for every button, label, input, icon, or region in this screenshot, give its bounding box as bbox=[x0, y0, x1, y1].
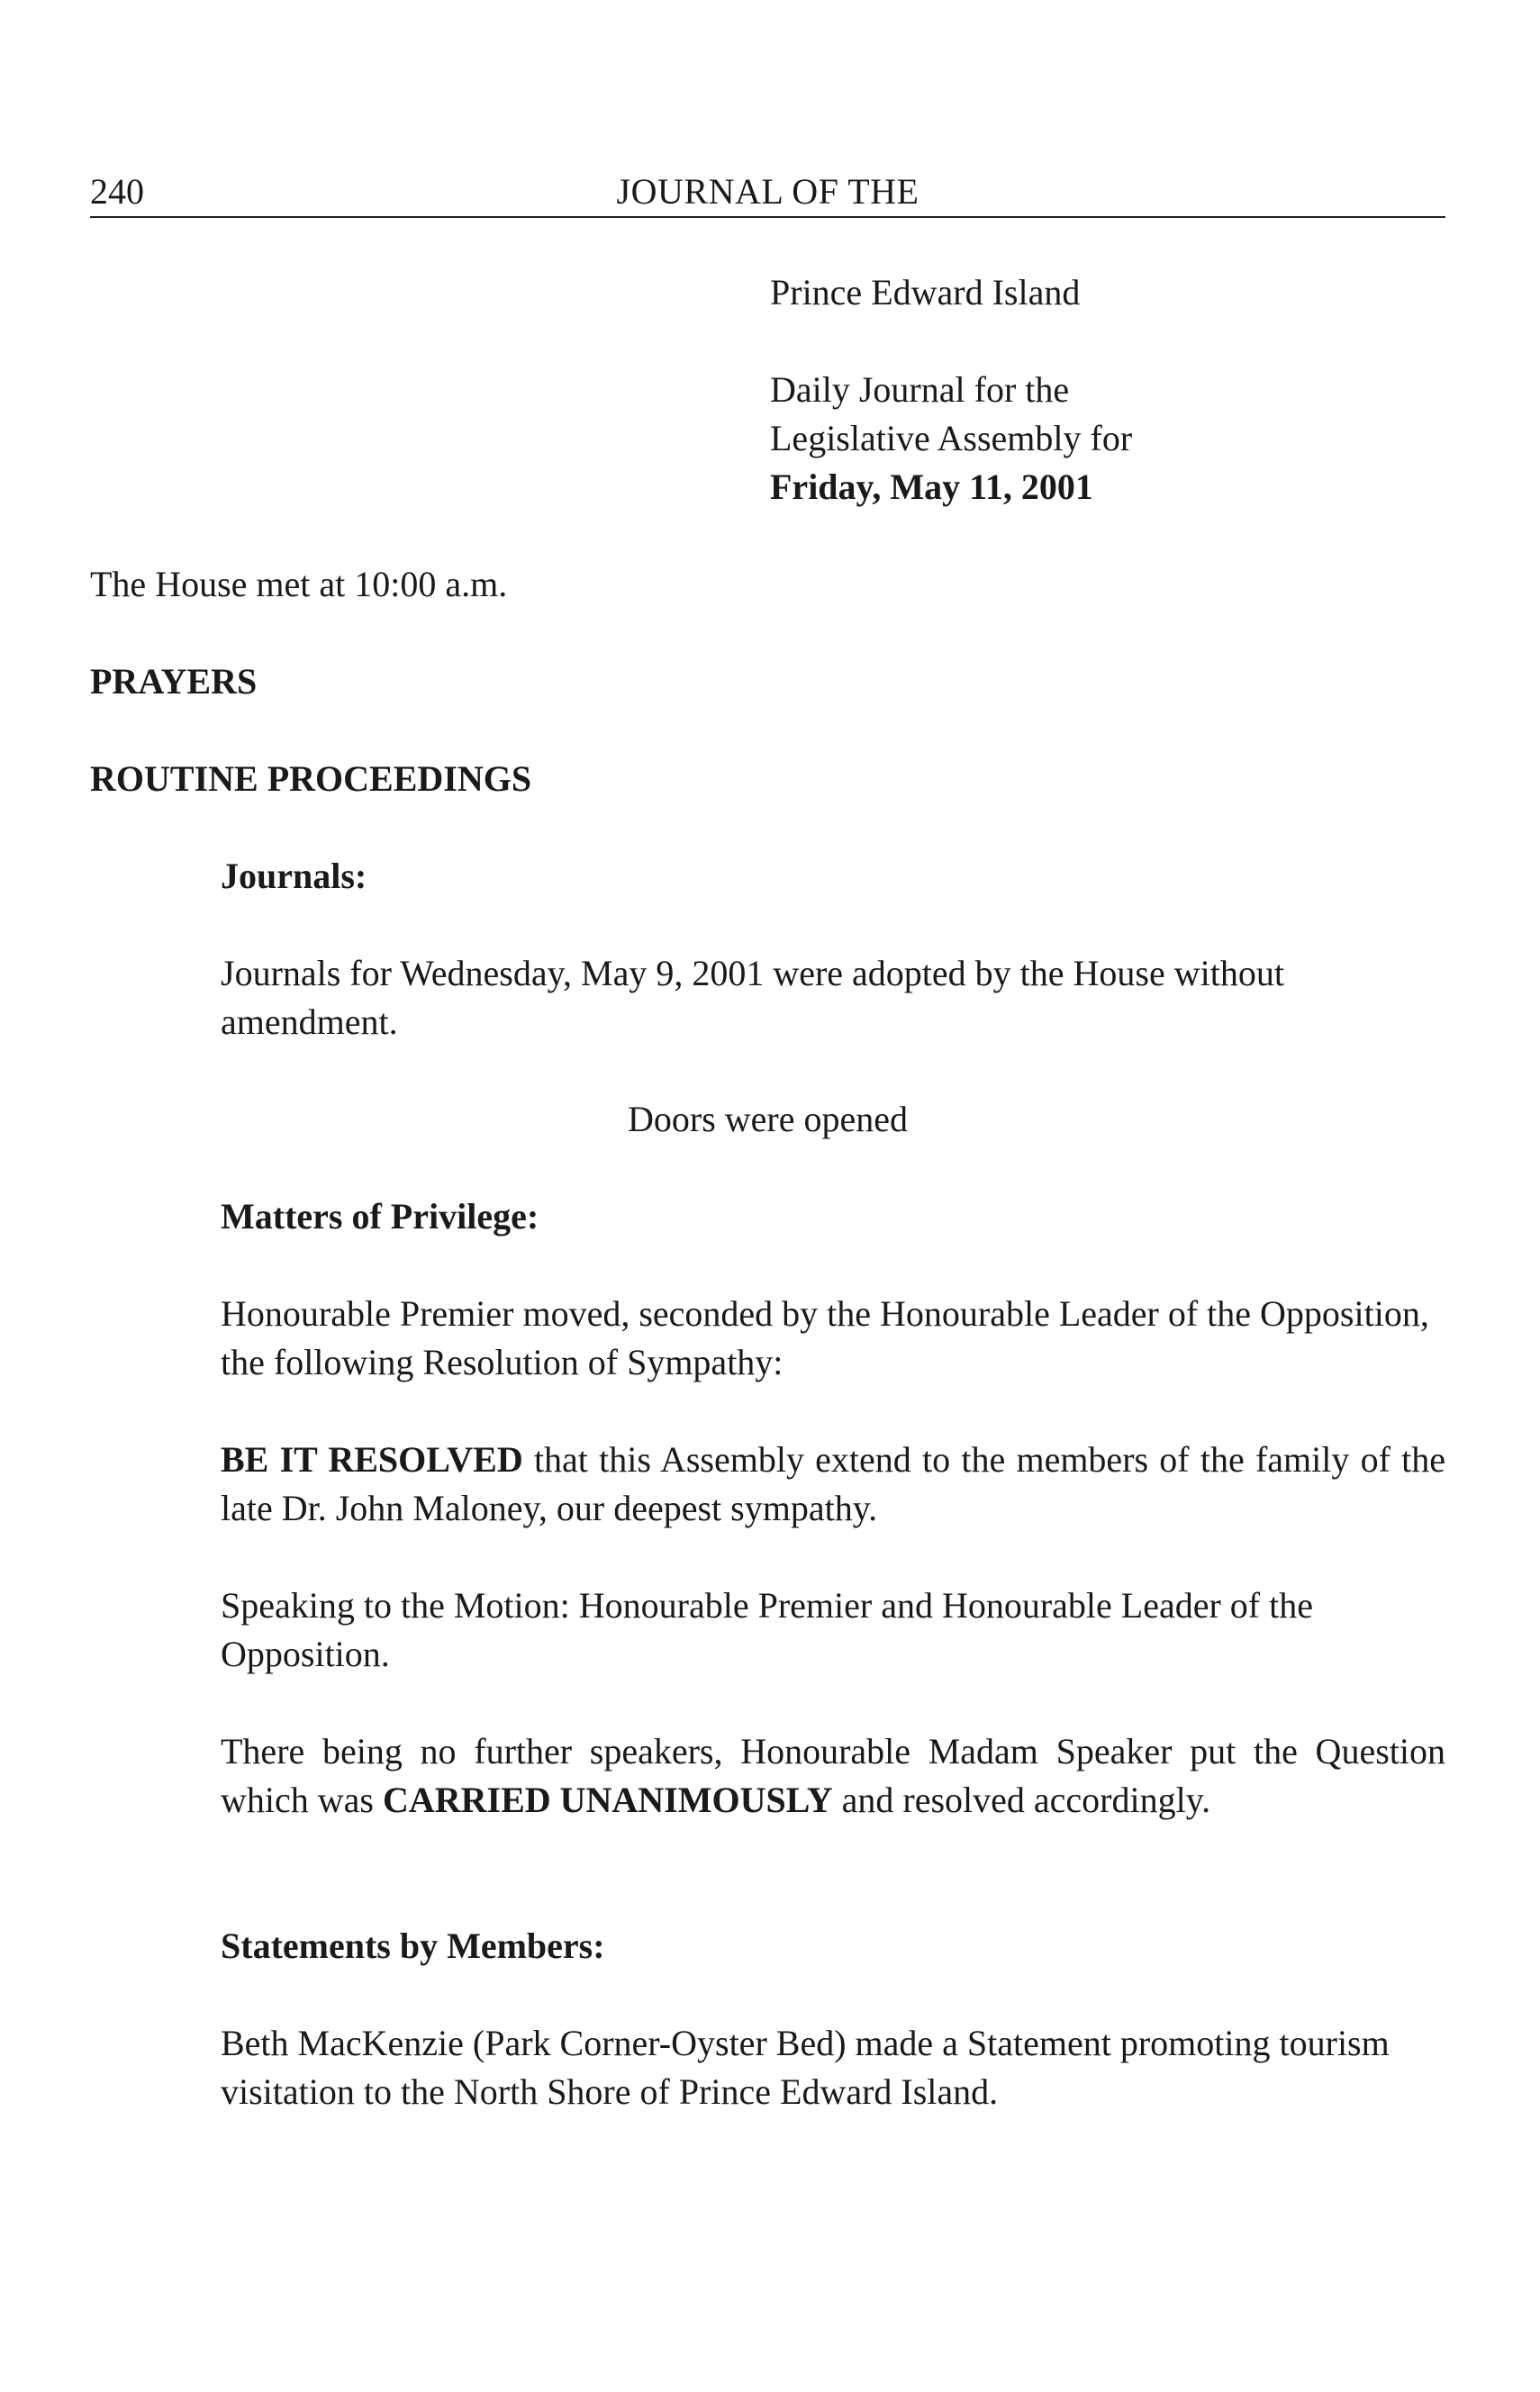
resolution-lead: BE IT RESOLVED bbox=[221, 1439, 523, 1480]
resolution-paragraph bbox=[221, 1436, 1445, 1533]
journal-title-line1: Daily Journal for the bbox=[770, 369, 1070, 410]
question-text-start: There being no further speakers, Honourable Madam Speaker put the Question which was bbox=[221, 1731, 1445, 1820]
house-met-time: The House met at 10:00 a.m. bbox=[90, 564, 508, 604]
speaking-paragraph: Speaking to the Motion: Honourable Premier and Honourable Leader of the Opposition. bbox=[221, 1585, 1313, 1674]
province-name: Prince Edward Island bbox=[770, 272, 1081, 313]
journals-heading: Journals: bbox=[221, 856, 367, 896]
journals-paragraph: Journals for Wednesday, May 9, 2001 were adopted by the House without amendment. bbox=[221, 953, 1284, 1042]
carried-unanimously: CARRIED UNANIMOUSLY bbox=[382, 1780, 833, 1820]
page-number: 240 bbox=[90, 171, 144, 212]
matters-of-privilege-heading: Matters of Privilege: bbox=[221, 1196, 539, 1237]
doors-opened-note: Doors were opened bbox=[628, 1099, 908, 1139]
resolution-text: that this Assembly extend to the members of the family of the late Dr. John Maloney, our deepest sympathy. bbox=[221, 1439, 1445, 1528]
statements-heading: Statements by Members: bbox=[221, 1925, 605, 1966]
statements-paragraph: Beth MacKenzie (Park Corner-Oyster Bed) made a Statement promoting tourism visitation to the North Shore of Prince Edward Island. bbox=[221, 2023, 1390, 2112]
question-paragraph bbox=[221, 1727, 1445, 1825]
prayers-heading: PRAYERS bbox=[90, 661, 258, 702]
question-text-end: and resolved accordingly. bbox=[832, 1780, 1211, 1820]
routine-proceedings-heading: ROUTINE PROCEEDINGS bbox=[90, 758, 532, 799]
motion-paragraph: Honourable Premier moved, seconded by the Honourable Leader of the Opposition, the following Resolution of Sympathy: bbox=[221, 1293, 1429, 1382]
running-title: JOURNAL OF THE bbox=[616, 171, 919, 212]
running-header bbox=[90, 168, 1445, 218]
journal-date: Friday, May 11, 2001 bbox=[770, 467, 1093, 507]
journal-title-line2: Legislative Assembly for bbox=[770, 418, 1133, 458]
